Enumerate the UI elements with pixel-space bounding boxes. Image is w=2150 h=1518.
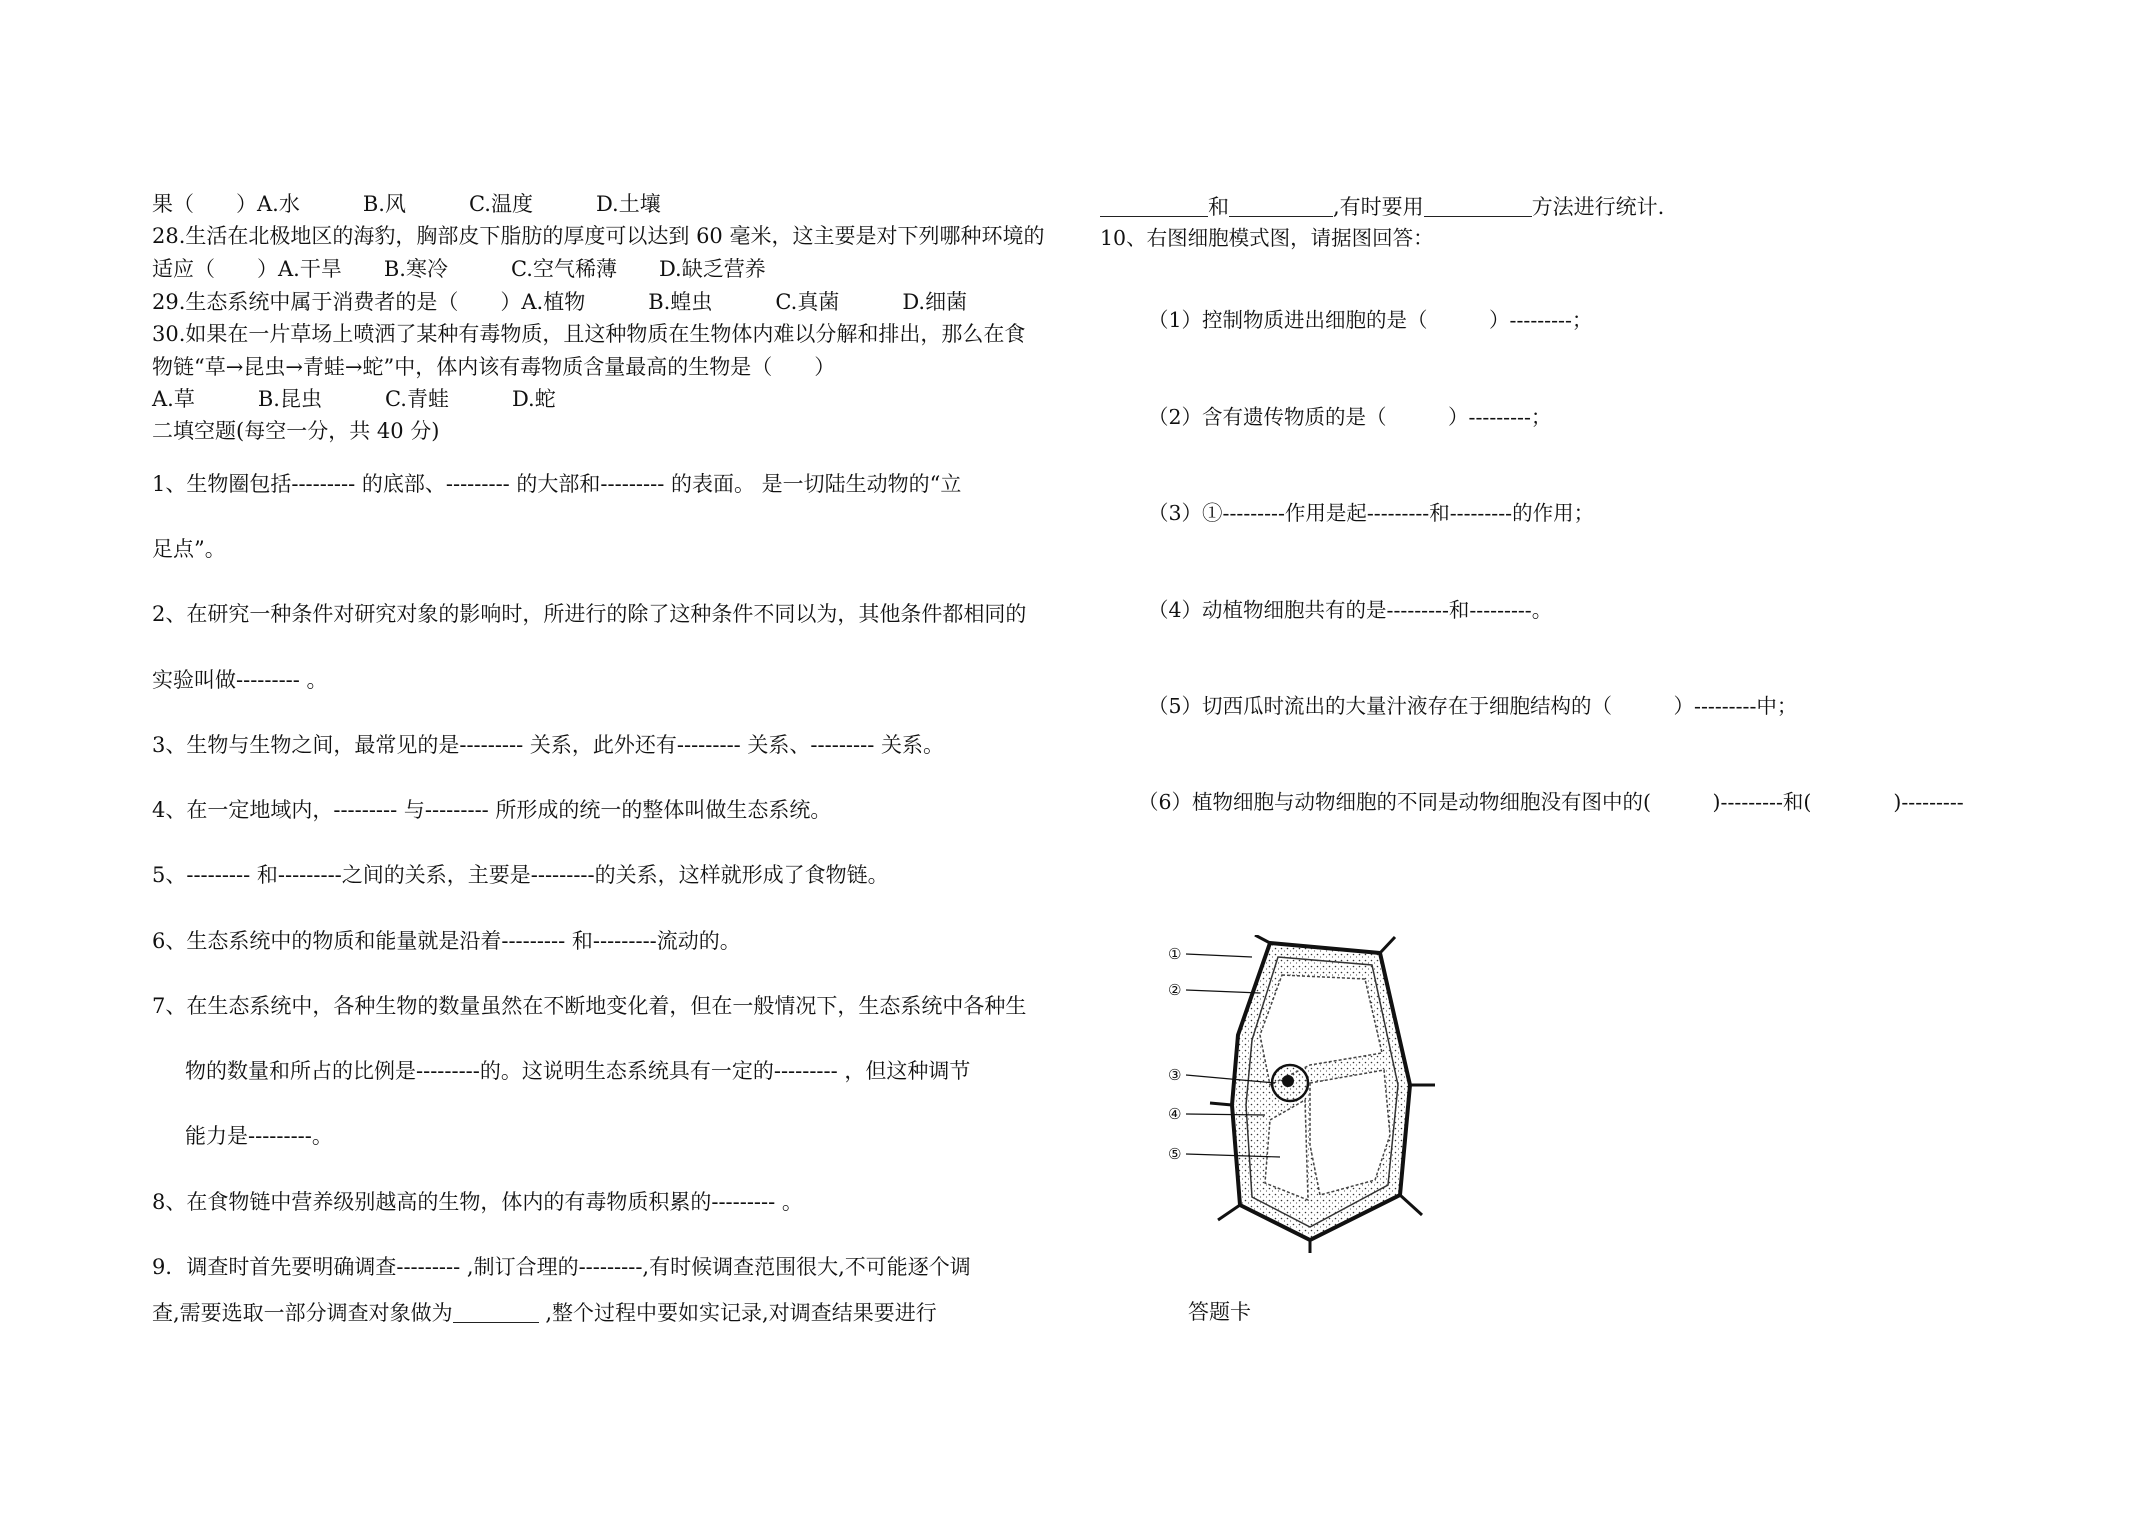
answer-blank	[1100, 194, 1208, 217]
fill-9-line1: 9．调查时首先要明确调查--------- ,制订合理的---------,有时候调查范围很大,不可能逐个调	[152, 1255, 971, 1279]
fill-9-line2-end: ,整个过程中要如实记录,对调查结果要进行	[538, 1301, 937, 1325]
fill-10-q3: （3）①---------作用是起---------和---------的作用；	[1148, 501, 1595, 525]
label-4: ④	[1168, 1105, 1182, 1123]
label-2: ②	[1168, 981, 1182, 999]
answer-blank	[1229, 194, 1333, 217]
fill-7-line3: 能力是---------。	[185, 1124, 333, 1148]
q30-options: A.草 B.昆虫 C.青蛙 D.蛇	[152, 387, 556, 411]
fill-7-line2: 物的数量和所占的比例是---------的。这说明生态系统具有一定的--------- ，但这种调节	[185, 1059, 971, 1083]
answer-blank	[1424, 194, 1532, 217]
q30-line2: 物链“草→昆虫→青蛙→蛇”中，体内该有毒物质含量最高的生物是（ ）	[152, 355, 836, 379]
fill-9-line3	[1100, 194, 1664, 218]
fill-3: 3、生物与生物之间，最常见的是--------- 关系，此外还有--------- 关系、--------- 关系。	[152, 733, 944, 757]
fill-5: 5、--------- 和---------之间的关系，主要是---------的关系，这样就形成了食物链。	[152, 863, 889, 887]
answer-blank	[453, 1300, 539, 1323]
label-5: ⑤	[1168, 1145, 1182, 1163]
fill-9-end: 方法进行统计.	[1531, 195, 1665, 219]
fill-10-q4: （4）动植物细胞共有的是---------和---------。	[1148, 598, 1553, 622]
q30-line1: 30.如果在一片草场上喷洒了某种有毒物质，且这种物质在生物体内难以分解和排出，那么在食	[152, 322, 1026, 346]
plant-cell-svg	[1160, 935, 1460, 1255]
fill-1-line1: 1、生物圈包括--------- 的底部、--------- 的大部和--------- 的表面。 是一切陆生动物的“立	[152, 472, 962, 496]
fill-2-line2: 实验叫做--------- 。	[152, 668, 328, 692]
label-3: ③	[1168, 1066, 1182, 1084]
fill-8: 8、在食物链中营养级别越高的生物，体内的有毒物质积累的--------- 。	[152, 1190, 803, 1214]
fill-9-line2	[152, 1300, 937, 1324]
fill-7-line1: 7、在生态系统中，各种生物的数量虽然在不断地变化着，但在一般情况下，生态系统中各种生	[152, 994, 1027, 1018]
fill-1-line2: 足点”。	[152, 537, 226, 561]
figure-caption: 答题卡	[1188, 1300, 1251, 1324]
fill-9-line2-start: 查,需要选取一部分调查对象做为	[152, 1301, 453, 1325]
fill-9-mid: ,有时要用	[1333, 195, 1424, 219]
q29: 29.生态系统中属于消费者的是（ ）A.植物 B.蝗虫 C.真菌 D.细菌	[152, 290, 968, 314]
fill-10-q5: （5）切西瓜时流出的大量汁液存在于细胞结构的（ ）---------中；	[1148, 694, 1798, 718]
label-1: ①	[1168, 945, 1182, 963]
section-2-title: 二填空题(每空一分，共 40 分)	[152, 419, 440, 443]
fill-9-and: 和	[1208, 195, 1229, 219]
fill-2-line1: 2、在研究一种条件对研究对象的影响时，所进行的除了这种条件不同以为，其他条件都相同的	[152, 602, 1027, 626]
q27-tail: 果（ ）A.水 B.风 C.温度 D.土壤	[152, 192, 661, 216]
fill-4: 4、在一定地域内，--------- 与--------- 所形成的统一的整体叫做生态系统。	[152, 798, 832, 822]
q28-line1: 28.生活在北极地区的海豹，胸部皮下脂肪的厚度可以达到 60 毫米，这主要是对下列哪种环境的	[152, 224, 1045, 248]
fill-10-q1: （1）控制物质进出细胞的是（ ）---------；	[1148, 308, 1593, 332]
fill-10-q2: （2）含有遗传物质的是（ ）---------；	[1148, 405, 1552, 429]
fill-6: 6、生态系统中的物质和能量就是沿着--------- 和---------流动的。	[152, 929, 741, 953]
fill-10-q6: （6）植物细胞与动物细胞的不同是动物细胞没有图中的( )---------和( )---------	[1138, 790, 1964, 814]
fill-10-title: 10、右图细胞模式图，请据图回答：	[1100, 226, 1434, 250]
plant-cell-diagram	[1160, 935, 1460, 1255]
q28-line2: 适应（ ）A.干旱 B.寒冷 C.空气稀薄 D.缺乏营养	[152, 257, 766, 281]
